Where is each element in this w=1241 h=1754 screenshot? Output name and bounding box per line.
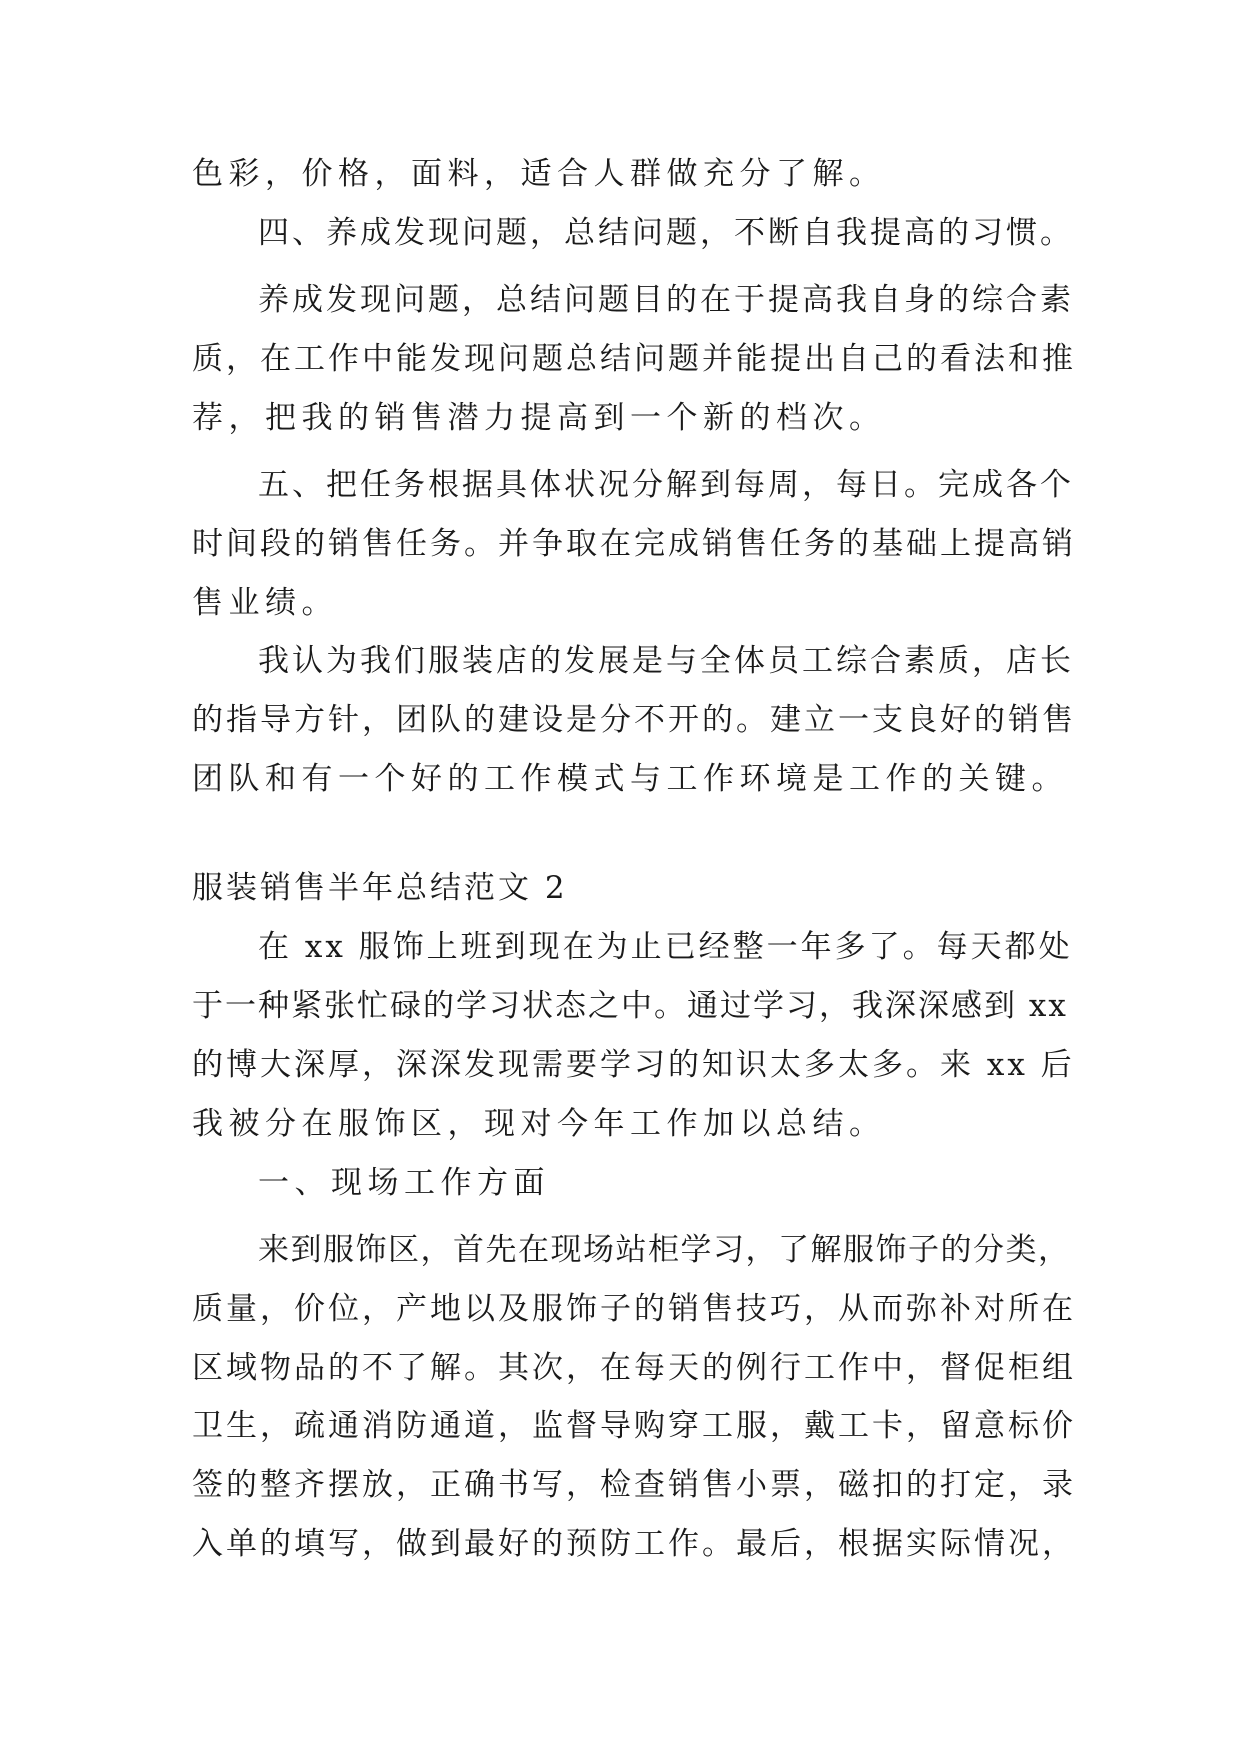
paragraph-line: 入单的填写，做到最好的预防工作。最后，根据实际情况， (192, 1526, 1076, 1562)
paragraph-line: 的指导方针，团队的建设是分不开的。建立一支良好的销售 (192, 702, 1076, 738)
paragraph-line: 区域物品的不了解。其次，在每天的例行工作中，督促柜组 (192, 1350, 1076, 1386)
paragraph-line: 质，在工作中能发现问题总结问题并能提出自己的看法和推 (192, 341, 1076, 377)
paragraph-line: 我被分在服饰区，现对今年工作加以总结。 (192, 1106, 886, 1142)
paragraph-line: 签的整齐摆放，正确书写，检查销售小票，磁扣的打定，录 (192, 1467, 1076, 1503)
section-heading: 五、把任务根据具体状况分解到每周，每日。完成各个 (258, 467, 1074, 503)
paragraph-line: 卫生，疏通消防通道，监督导购穿工服，戴工卡，留意标价 (192, 1408, 1076, 1444)
article-title: 服装销售半年总结范文 2 (192, 870, 568, 906)
paragraph-line: 在 xx 服饰上班到现在为止已经整一年多了。每天都处 (258, 929, 1073, 965)
section-heading: 四、养成发现问题，总结问题，不断自我提高的习惯。 (258, 215, 1074, 251)
paragraph-line: 质量，价位，产地以及服饰子的销售技巧，从而弥补对所在 (192, 1291, 1076, 1327)
paragraph-line: 时间段的销售任务。并争取在完成销售任务的基础上提高销 (192, 526, 1076, 562)
paragraph-line: 团队和有一个好的工作模式与工作环境是工作的关键。 (192, 761, 1068, 797)
section-heading: 一、现场工作方面 (258, 1165, 550, 1201)
paragraph-line: 售业绩。 (192, 585, 338, 621)
paragraph-line: 色彩，价格，面料，适合人群做充分了解。 (192, 156, 886, 192)
paragraph-line: 我认为我们服装店的发展是与全体员工综合素质，店长 (258, 643, 1074, 679)
paragraph-line: 荐，把我的销售潜力提高到一个新的档次。 (192, 400, 886, 436)
paragraph-line: 来到服饰区，首先在现场站柜学习，了解服饰子的分类， (258, 1232, 1071, 1268)
paragraph-line: 养成发现问题，总结问题目的在于提高我自身的综合素 (258, 282, 1074, 318)
paragraph-line: 于一种紧张忙碌的学习状态之中。通过学习，我深深感到 xx (192, 988, 1068, 1024)
paragraph-line: 的博大深厚，深深发现需要学习的知识太多太多。来 xx 后 (192, 1047, 1075, 1083)
